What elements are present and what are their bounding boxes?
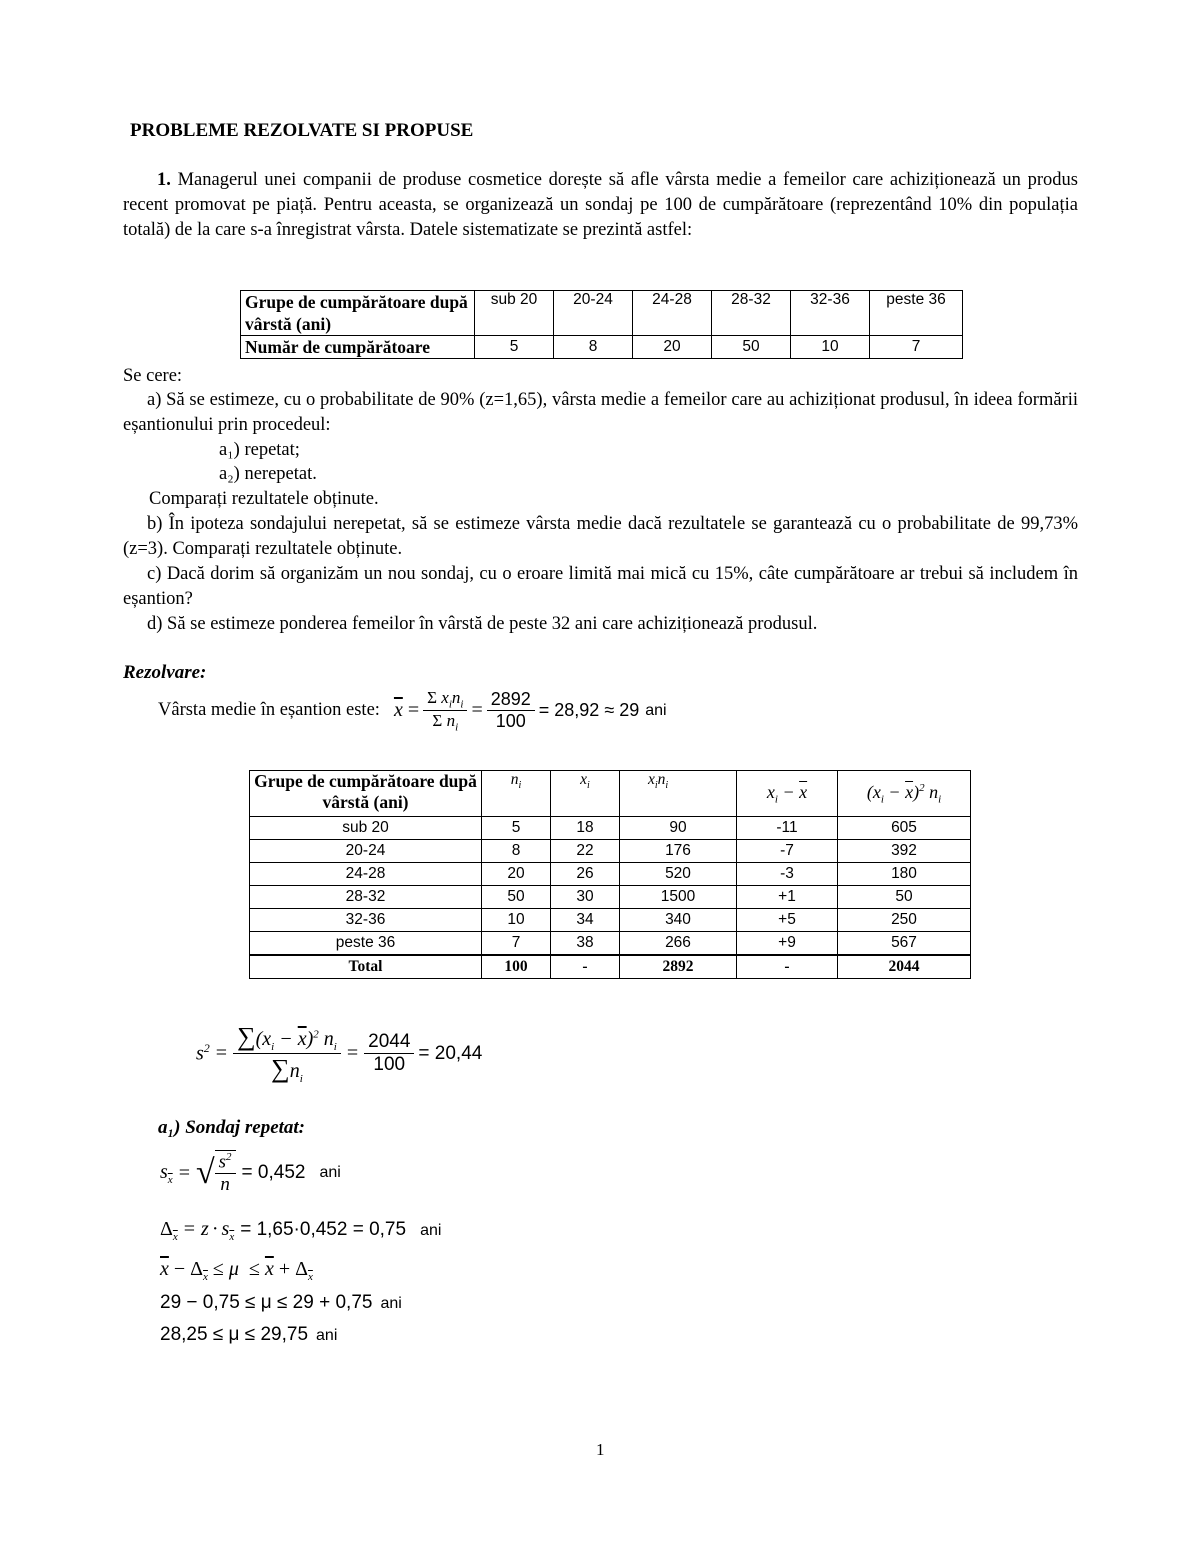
table1-group: peste 36 xyxy=(870,291,963,336)
table2-cell: 28-32 xyxy=(250,886,482,909)
table2-cell: 34 xyxy=(551,909,620,932)
limit-error-formula: $\Delta_{\overline{x}}$ = z · $s_{\overline{x}}$ = 1,65·0,452 = 0,75 ani xyxy=(160,1218,442,1243)
table2-col-xi: $x_i$ xyxy=(551,771,620,817)
problem-number: 1. xyxy=(157,170,171,190)
table2-cell: 180 xyxy=(838,863,971,886)
requirement-compare: Comparați rezultatele obținute. xyxy=(149,489,379,509)
table2-cell: 30 xyxy=(551,886,620,909)
requirement-c: c) Dacă dorim să organizăm un nou sondaj, cu o eroare limită mai mică cu 15%, câte cumpărătoare ar trebui să includem în eșantion? xyxy=(123,564,1078,609)
problem-statement xyxy=(123,168,1078,244)
mean-result: = 28,92 ≈ 29 xyxy=(538,700,640,721)
table-row xyxy=(250,886,971,909)
interval-numeric-unit: ani xyxy=(380,1295,402,1312)
calculation-table xyxy=(249,770,971,979)
table2-cell: 1500 xyxy=(620,886,737,909)
table2-cell: 22 xyxy=(551,840,620,863)
table1-group: sub 20 xyxy=(475,291,554,336)
se-unit: ani xyxy=(319,1164,341,1182)
mean-value-fraction xyxy=(487,689,535,732)
delta-calc: = 1,65·0,452 = 0,75 xyxy=(240,1219,407,1240)
mean-numerator: 2892 xyxy=(487,689,535,711)
table1-count: 10 xyxy=(791,336,870,359)
table1-count: 5 xyxy=(475,336,554,359)
table2-header-label: Grupe de cumpărătoare după vârstă (ani) xyxy=(250,771,482,817)
table2-cell: +9 xyxy=(737,932,838,956)
table2-col-dev: $x_i - \overline{x}$ xyxy=(737,771,838,817)
table2-cell: 50 xyxy=(838,886,971,909)
table2-total-cell: 100 xyxy=(482,955,551,979)
table-row xyxy=(250,840,971,863)
mean-unit: ani xyxy=(645,701,667,719)
table2-col-xini: $x_in_i$ xyxy=(620,771,737,817)
table-row xyxy=(250,909,971,932)
table-row xyxy=(250,817,971,840)
table1-header-label: Grupe de cumpărătoare după vârstă (ani) xyxy=(241,291,475,336)
table2-cell: 266 xyxy=(620,932,737,956)
table2-cell: 250 xyxy=(838,909,971,932)
table2-cell: 5 xyxy=(482,817,551,840)
variance-sum-fraction: $\frac{\sum(x_i - \overline{x})^2 n_i}{\sum n_i}$ xyxy=(233,1022,341,1085)
variance-result: = 20,44 xyxy=(418,1042,483,1064)
variance-denominator: 100 xyxy=(373,1054,406,1075)
table1-count: 20 xyxy=(633,336,712,359)
variance-numerator: 2044 xyxy=(364,1031,414,1054)
variance-value-fraction xyxy=(364,1031,414,1076)
table2-cell: 8 xyxy=(482,840,551,863)
mean-sum-fraction: $\frac{\Sigma x_in_i}{\Sigma n_i}$ xyxy=(423,688,467,734)
mean-label: Vârsta medie în eșantion este: xyxy=(158,700,380,721)
table1-count-label: Număr de cumpărătoare xyxy=(241,336,475,359)
table2-cell: 520 xyxy=(620,863,737,886)
table2-cell: 50 xyxy=(482,886,551,909)
interval-numeric: 29 − 0,75 ≤ μ ≤ 29 + 0,75 xyxy=(160,1292,373,1313)
table-row xyxy=(250,863,971,886)
table2-cell: 176 xyxy=(620,840,737,863)
variance-formula: $s^2$ = $\frac{\sum(x_i - \overline{x})^2 n_i}{\sum n_i}$ = $\frac{2044}{100}$ = 20,44 xyxy=(196,1022,483,1085)
table2-cell: 18 xyxy=(551,817,620,840)
table2-cell: 567 xyxy=(838,932,971,956)
table1-group: 24-28 xyxy=(633,291,712,336)
table2-col-ni: $n_i$ xyxy=(482,771,551,817)
table1-count: 7 xyxy=(870,336,963,359)
interval-final-unit: ani xyxy=(316,1327,338,1344)
se-result: = 0,452 xyxy=(241,1162,306,1184)
table1-group: 32-36 xyxy=(791,291,870,336)
interval-symbolic: $\overline{x} - \Delta_{\overline{x}} \le \mu \le \overline{x} + \Delta_{\overline{x}}$ xyxy=(160,1258,313,1283)
table2-cell: -11 xyxy=(737,817,838,840)
table2-cell: -7 xyxy=(737,840,838,863)
table2-cell: 32-36 xyxy=(250,909,482,932)
table2-col-sqdev: $(x_i - \overline{x})^2$ $n_i$ xyxy=(838,771,971,817)
table2-total-cell: 2044 xyxy=(838,955,971,979)
requirement-a: a) Să se estimeze, cu o probabilitate de 90% (z=1,65), vârsta medie a femeilor care au achiziționat produsul, în ideea formării eșantionului prin procedeul: xyxy=(123,390,1078,435)
mean-denominator: 100 xyxy=(495,711,526,732)
table1-group: 28-32 xyxy=(712,291,791,336)
table2-cell: 7 xyxy=(482,932,551,956)
table2-total-cell: 2892 xyxy=(620,955,737,979)
requirements-intro: Se cere: xyxy=(123,366,183,386)
table2-cell: peste 36 xyxy=(250,932,482,956)
se-fraction: $\frac{s^2}{n}$ xyxy=(215,1150,236,1196)
table-total-row xyxy=(250,955,971,979)
requirement-a2: a₂) nerepetat. xyxy=(219,464,317,484)
table2-cell: 20 xyxy=(482,863,551,886)
age-groups-table xyxy=(240,290,963,359)
page-number: 1 xyxy=(596,1440,605,1459)
requirement-a1: a₁) repetat; xyxy=(219,440,300,460)
table2-cell: 38 xyxy=(551,932,620,956)
table2-cell: sub 20 xyxy=(250,817,482,840)
table2-total-cell: - xyxy=(737,955,838,979)
delta-unit: ani xyxy=(420,1222,442,1239)
table2-cell: 26 xyxy=(551,863,620,886)
requirement-d: d) Să se estimeze ponderea femeilor în vârstă de peste 32 ani care achiziționează produsul. xyxy=(147,614,818,634)
page-title: PROBLEME REZOLVATE SI PROPUSE xyxy=(130,120,474,141)
requirement-b: b) În ipoteza sondajului nerepetat, să se estimeze vârsta medie dacă rezultatele se garantează cu o probabilitate de 99,73% (z=3). Comparați rezultatele obținute. xyxy=(123,514,1078,559)
table1-count: 50 xyxy=(712,336,791,359)
problem-text: Managerul unei companii de produse cosmetice dorește să afle vârsta medie a femeilor care achiziționează un produs recent promovat pe piață. Pentru aceasta, se organizează un sondaj pe 100 de cumpărătoare (reprezentând 10% din populația totală) de la care s-a înregistrat vârsta. Datele sistematizate se prezintă astfel: xyxy=(123,170,1079,241)
mean-formula: Vârsta medie în eșantion este: $\overline{x}$ = $\frac{\Sigma x_in_i}{\Sigma n_i}$ = $\frac{2892}{100}$ = 28,92 ≈ 29 ani xyxy=(158,688,667,734)
table2-cell: 20-24 xyxy=(250,840,482,863)
a1-heading: a₁) Sondaj repetat: xyxy=(158,1117,306,1138)
table2-cell: 10 xyxy=(482,909,551,932)
interval-final: 28,25 ≤ μ ≤ 29,75 xyxy=(160,1324,309,1345)
table2-cell: 24-28 xyxy=(250,863,482,886)
table2-cell: 605 xyxy=(838,817,971,840)
table2-cell: 340 xyxy=(620,909,737,932)
table2-total-cell: Total xyxy=(250,955,482,979)
table2-cell: +1 xyxy=(737,886,838,909)
solution-heading: Rezolvare: xyxy=(123,662,207,683)
table2-cell: 90 xyxy=(620,817,737,840)
interval-final-line xyxy=(160,1324,337,1346)
table2-total-cell: - xyxy=(551,955,620,979)
interval-numeric-line xyxy=(160,1292,402,1314)
table1-count: 8 xyxy=(554,336,633,359)
table2-cell: +5 xyxy=(737,909,838,932)
standard-error-formula: $s_{\overline{x}}$ = √ $\frac{s^2}{n}$ = 0,452 ani xyxy=(160,1151,341,1196)
table2-cell: -3 xyxy=(737,863,838,886)
mean-symbol: $\overline{x}$ = xyxy=(393,699,420,722)
table1-group: 20-24 xyxy=(554,291,633,336)
table-row xyxy=(250,932,971,956)
table2-cell: 392 xyxy=(838,840,971,863)
